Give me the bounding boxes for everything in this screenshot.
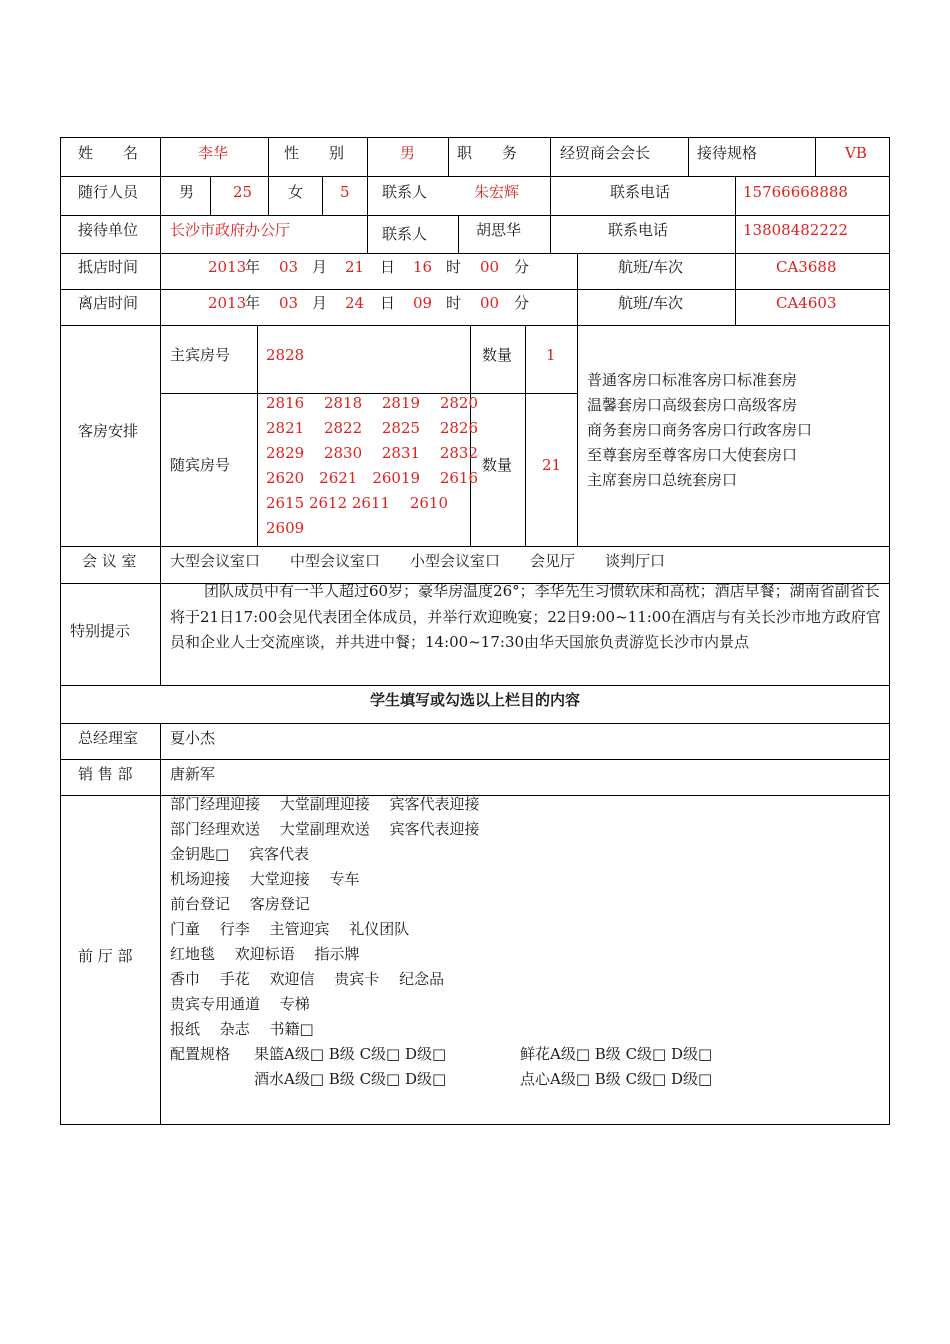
row-rule <box>60 546 890 547</box>
sales-value[interactable]: 唐新军 <box>170 765 216 783</box>
arrival-flight[interactable]: CA3688 <box>776 258 837 276</box>
row-rule <box>60 253 890 254</box>
config-fruit: 果篮A级□ B级 C级□ D级□ <box>254 1045 447 1063</box>
col-rule <box>268 176 269 215</box>
departure-minute[interactable]: 00 <box>480 294 500 312</box>
departure-month[interactable]: 03 <box>279 294 299 312</box>
config-label: 配置规格 <box>170 1045 231 1063</box>
student-banner: 学生填写或勾选以上栏目的内容 <box>369 691 580 709</box>
female-count[interactable]: 5 <box>340 183 350 201</box>
minute-unit: 分 <box>514 258 530 276</box>
female-label: 女 <box>288 183 304 201</box>
col-rule <box>322 176 323 215</box>
room-line: 2609 <box>266 519 305 537</box>
col-rule <box>525 325 526 546</box>
col-rule <box>550 137 551 176</box>
arrival-year[interactable]: 2013 <box>208 258 247 276</box>
departure-year[interactable]: 2013 <box>208 294 247 312</box>
accompany-room-label: 随宾房号 <box>170 456 231 474</box>
room-line: 2615 2612 2611 2610 <box>266 494 448 512</box>
rooms-label: 客房安排 <box>78 422 139 440</box>
row-rule <box>60 1124 890 1125</box>
front-option-line: 机场迎接 大堂迎接 专车 <box>170 870 360 888</box>
main-room-qty[interactable]: 1 <box>546 346 556 364</box>
config-wine: 酒水A级□ B级 C级□ D级□ <box>254 1070 447 1088</box>
departure-flight[interactable]: CA4603 <box>776 294 837 312</box>
col-rule <box>160 137 161 685</box>
arrival-label: 抵店时间 <box>78 258 139 276</box>
front-option-line: 红地毯 欢迎标语 指示牌 <box>170 945 360 963</box>
arrival-hour[interactable]: 16 <box>413 258 433 276</box>
arrival-minute[interactable]: 00 <box>480 258 500 276</box>
name-label: 姓 名 <box>78 144 139 162</box>
col-rule <box>210 176 211 215</box>
position-label: 职 务 <box>457 144 518 162</box>
room-type-line: 温馨套房口高级套房口高级客房 <box>587 396 798 414</box>
col-rule <box>448 137 449 176</box>
row-rule <box>60 685 890 686</box>
col-rule <box>367 215 368 253</box>
year-unit: 年 <box>245 258 261 276</box>
host-label: 接待单位 <box>78 221 139 239</box>
main-room-label: 主宾房号 <box>170 346 231 364</box>
col-rule <box>688 137 689 176</box>
host-contact-label: 联系人 <box>382 225 428 243</box>
front-option-line: 贵宾专用通道 专梯 <box>170 995 310 1013</box>
row-rule <box>60 176 890 177</box>
room-line: 2620 2621 26019 2616 <box>266 469 479 487</box>
room-type-line: 至尊套房至尊客房口大使套房口 <box>587 446 798 464</box>
col-rule <box>889 137 890 1125</box>
row-rule <box>60 759 890 760</box>
col-rule <box>367 176 368 215</box>
sales-label: 销 售 部 <box>78 765 133 783</box>
front-option-line: 前台登记 客房登记 <box>170 895 310 913</box>
row-rule <box>60 215 890 216</box>
room-line: 2816 2818 2819 2820 <box>266 394 478 412</box>
departure-day[interactable]: 24 <box>345 294 365 312</box>
meeting-label: 会 议 室 <box>82 552 137 570</box>
day-unit: 日 <box>380 294 396 312</box>
accompany-room-qty[interactable]: 21 <box>542 456 562 474</box>
room-line: 2821 2822 2825 2826 <box>266 419 478 437</box>
gm-value[interactable]: 夏小杰 <box>170 729 216 747</box>
meeting-options[interactable]: 大型会议室口 中型会议室口 小型会议室口 会见厅 谈判厅口 <box>170 552 666 570</box>
departure-label: 离店时间 <box>78 294 139 312</box>
col-rule <box>735 176 736 253</box>
main-room-number[interactable]: 2828 <box>266 346 305 364</box>
row-rule <box>60 325 890 326</box>
year-unit: 年 <box>245 294 261 312</box>
day-unit: 日 <box>380 258 396 276</box>
hour-unit: 时 <box>446 294 462 312</box>
male-count[interactable]: 25 <box>233 183 253 201</box>
front-label: 前 厅 部 <box>78 947 133 965</box>
front-option-line: 部门经理欢送 大堂副理欢送 宾客代表迎接 <box>170 820 480 838</box>
guest-gender[interactable]: 男 <box>400 144 416 162</box>
departure-hour[interactable]: 09 <box>413 294 433 312</box>
entourage-label: 随行人员 <box>78 183 139 201</box>
male-label: 男 <box>179 183 195 201</box>
col-rule <box>550 176 551 253</box>
reception-level[interactable]: VB <box>845 144 867 162</box>
guest-position[interactable]: 经贸商会会长 <box>560 144 651 162</box>
room-line: 2829 2830 2831 2832 <box>266 444 478 462</box>
config-flower: 鲜花A级□ B级 C级□ D级□ <box>520 1045 713 1063</box>
row-rule <box>60 137 890 138</box>
front-option-line: 报纸 杂志 书籍□ <box>170 1020 314 1038</box>
col-rule <box>160 723 161 1125</box>
guest-name[interactable]: 李华 <box>198 144 229 162</box>
notes-label: 特别提示 <box>70 622 131 640</box>
front-option-line: 门童 行李 主管迎宾 礼仪团队 <box>170 920 410 938</box>
main-qty-label: 数量 <box>482 346 513 364</box>
front-option-line: 香巾 手花 欢迎信 贵宾卡 纪念品 <box>170 970 445 988</box>
entourage-contact[interactable]: 朱宏辉 <box>474 183 520 201</box>
arrival-day[interactable]: 21 <box>345 258 365 276</box>
host-phone-label: 联系电话 <box>608 221 669 239</box>
room-type-line: 主席套房口总统套房口 <box>587 471 738 489</box>
arrival-month[interactable]: 03 <box>279 258 299 276</box>
col-rule <box>577 253 578 546</box>
entourage-phone[interactable]: 15766668888 <box>743 183 848 201</box>
level-label: 接待规格 <box>697 144 758 162</box>
notes-text[interactable]: 团队成员中有一半人超过60岁；豪华房温度26°；李华先生习惯软床和高枕；酒店早餐；湖南省副省长将于21日17:00会见代表团全体成员，并举行欢迎晚宴；22日9:00~11:00在酒店与有关长沙市地方政府官员和企业人士交流座谈，并共进中餐；14:00~17:30由华天国旅负责游览长沙市内景点 <box>170 582 881 651</box>
accompany-qty-label: 数量 <box>482 456 513 474</box>
room-type-line: 商务套房口商务客房口行政客房口 <box>587 421 813 439</box>
col-rule <box>257 325 258 546</box>
host-contact[interactable]: 胡思华 <box>476 221 522 239</box>
reception-form <box>60 137 890 1125</box>
entourage-contact-label: 联系人 <box>382 183 428 201</box>
front-option-line: 部门经理迎接 大堂副理迎接 宾客代表迎接 <box>170 795 480 813</box>
col-rule <box>60 137 61 1125</box>
col-rule <box>815 137 816 176</box>
room-type-line: 普通客房口标准客房口标准套房 <box>587 371 798 389</box>
col-rule <box>268 137 269 176</box>
col-rule <box>735 253 736 325</box>
col-rule <box>458 215 459 253</box>
host-unit[interactable]: 长沙市政府办公厅 <box>170 221 291 239</box>
gender-label: 性 别 <box>284 144 345 162</box>
front-option-line: 金钥匙□ 宾客代表 <box>170 845 309 863</box>
month-unit: 月 <box>312 294 328 312</box>
gm-label: 总经理室 <box>78 729 139 747</box>
col-rule <box>367 137 368 176</box>
arrival-flight-label: 航班/车次 <box>618 258 684 276</box>
departure-flight-label: 航班/车次 <box>618 294 684 312</box>
row-rule <box>60 723 890 724</box>
month-unit: 月 <box>312 258 328 276</box>
row-rule <box>60 289 890 290</box>
hour-unit: 时 <box>446 258 462 276</box>
host-phone[interactable]: 13808482222 <box>743 221 848 239</box>
entourage-phone-label: 联系电话 <box>610 183 671 201</box>
config-snack: 点心A级□ B级 C级□ D级□ <box>520 1070 713 1088</box>
minute-unit: 分 <box>514 294 530 312</box>
